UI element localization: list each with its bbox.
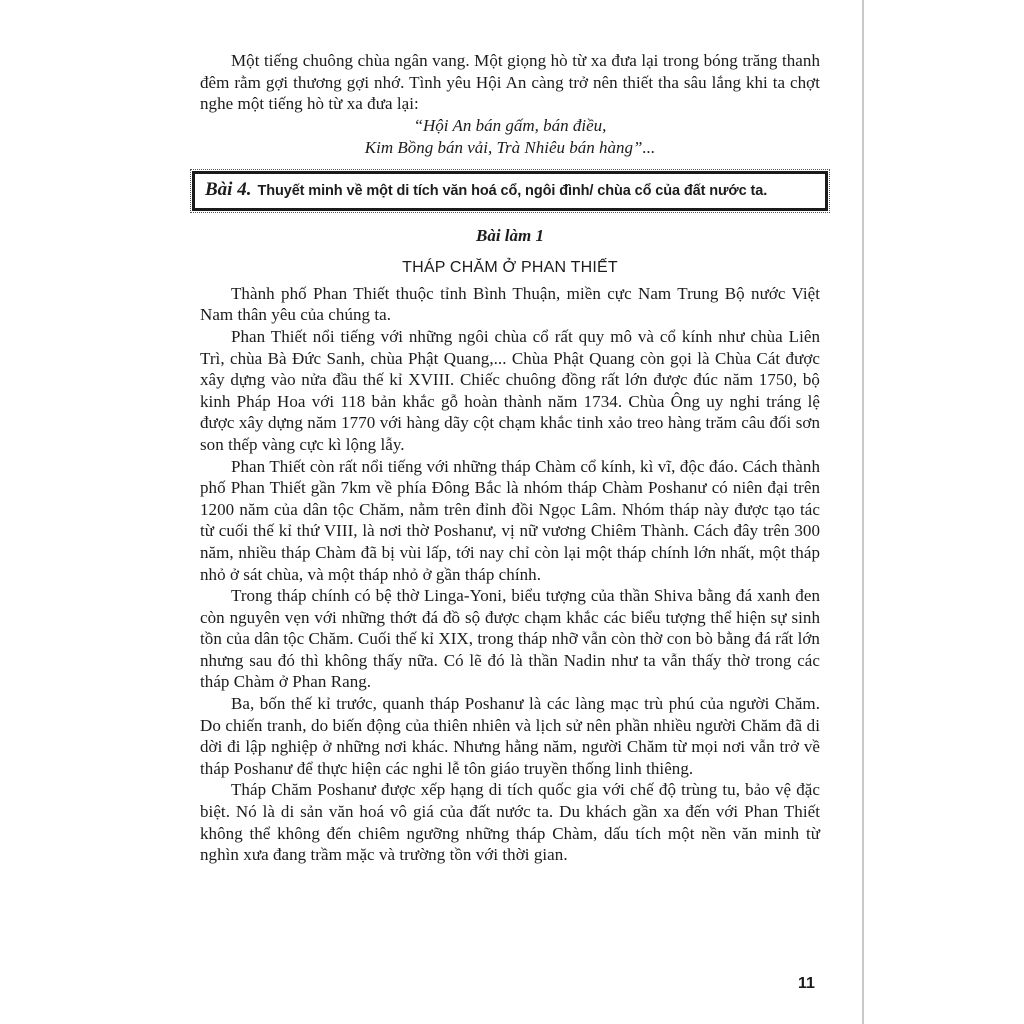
page-number: 11: [798, 975, 815, 992]
essay-heading: Bài làm 1: [475, 225, 544, 245]
exercise-prompt-box: [192, 171, 828, 211]
exercise-label: Bài 4.: [205, 178, 252, 200]
intro-paragraph: Một tiếng chuông chùa ngân vang. Một giọng hò từ xa đưa lại trong bóng trăng thanh đêm rằm gợi thương gợi nhớ. Tình yêu Hội An càng trở nên thiết tha sâu lắng khi ta chợt nghe một tiếng hò từ xa đưa lại:: [200, 51, 820, 114]
poem-line-2: Kim Bồng bán vải, Trà Nhiêu bán hàng”...: [364, 137, 656, 157]
exercise-text: Thuyết minh về một di tích văn hoá cổ, ngôi đình/ chùa cổ của đất nước ta.: [257, 182, 768, 199]
essay-paragraph-4: Trong tháp chính có bệ thờ Linga-Yoni, biểu tượng của thần Shiva bằng đá xanh đen còn nguyên vẹn với những thớt đá đồ sộ được chạm khắc các biểu tượng thể hiện sự sinh tồn của dân tộc Chăm. Cuối thế kỉ XIX, trong tháp nhỡ vẫn còn thờ con bò bằng đá rất lớn nhưng sau đó thì không thấy nữa. Có lẽ đó là thần Nadin như ta vẫn thấy thờ trong các tháp Chàm ở Phan Rang.: [200, 586, 820, 692]
essay-paragraph-2: Phan Thiết nổi tiếng với những ngôi chùa cổ rất quy mô và cổ kính như chùa Liên Trì, chùa Bà Đức Sanh, chùa Phật Quang,... Chùa Phật Quang còn gọi là Chùa Cát được xây dựng vào nửa đầu thế kỉ XVIII. Chiếc chuông đồng rất lớn được đúc năm 1750, bộ kinh Pháp Hoa với 118 bản khắc gỗ hoàn thành năm 1734. Chùa Ông uy nghi tráng lệ được xây dựng năm 1770 với hàng dãy cột chạm khắc tinh xảo treo hàng trăm câu đối sơn son thếp vàng cực kì lộng lẫy.: [200, 326, 820, 454]
folk-poem: [200, 115, 820, 159]
poem-line-1: “Hội An bán gấm, bán điều,: [413, 115, 607, 135]
essay-paragraph-1: Thành phố Phan Thiết thuộc tỉnh Bình Thuận, miền cực Nam Trung Bộ nước Việt Nam thân yêu của chúng ta.: [200, 283, 820, 325]
essay-paragraph-3: Phan Thiết còn rất nổi tiếng với những tháp Chàm cổ kính, kì vĩ, độc đáo. Cách thành phố Phan Thiết gần 7km về phía Đông Bắc là nhóm tháp Chàm Poshanư có niên đại trên 1200 năm của dân tộc Chăm, nằm trên đỉnh đồi Ngọc Lâm. Nhóm tháp này được tạo tác từ cuối thế kỉ thứ VIII, là nơi thờ Poshanư, vị nữ vương Chiêm Thành. Cách đây trên 300 năm, nhiều tháp Chàm đã bị vùi lấp, tới nay chỉ còn lại một tháp chính lớn nhất, một tháp nhỏ ở sát chùa, và một tháp nhỏ ở gần tháp chính.: [200, 456, 820, 584]
essay-title: THÁP CHĂM Ở PHAN THIẾT: [402, 258, 618, 276]
page-edge-divider: [862, 0, 864, 1024]
essay-paragraph-5: Ba, bốn thế kỉ trước, quanh tháp Poshanư là các làng mạc trù phú của người Chăm. Do chiến tranh, do biến động của thiên nhiên và lịch sử nên phần nhiều người Chăm đã di dời đi lập nghiệp ở những nơi khác. Nhưng hằng năm, người Chăm từ mọi nơi vẫn trở về tháp Poshanư để thực hiện các nghi lễ tôn giáo truyền thống linh thiêng.: [200, 694, 820, 778]
essay-paragraph-6: Tháp Chăm Poshanư được xếp hạng di tích quốc gia với chế độ trùng tu, bảo vệ đặc biệt. Nó là di sản văn hoá vô giá của đất nước ta. Du khách gần xa đến với Phan Thiết không thể không đến chiêm ngưỡng những tháp Chàm, dấu tích một nền văn minh từ nghìn xưa đang trầm mặc và trường tồn với thời gian.: [200, 780, 820, 865]
page-content: [200, 50, 820, 866]
